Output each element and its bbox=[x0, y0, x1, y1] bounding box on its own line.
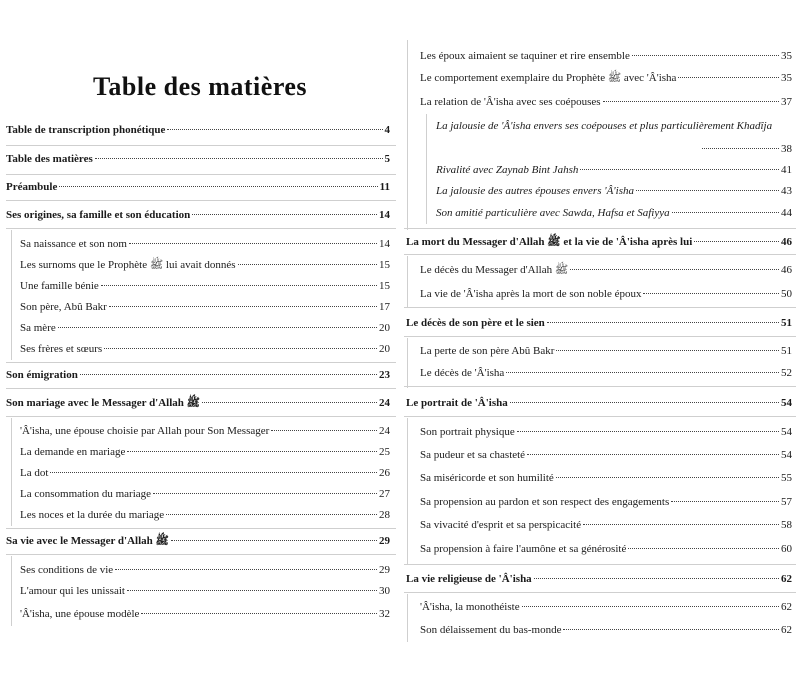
divider bbox=[404, 386, 796, 387]
entry-page: 24 bbox=[379, 425, 390, 437]
page-title: Table des matières bbox=[92, 72, 308, 101]
section-bracket bbox=[407, 338, 408, 388]
dot-leader bbox=[556, 350, 779, 351]
dot-leader bbox=[534, 578, 779, 579]
entry-page: 28 bbox=[379, 509, 390, 521]
toc-entry-naissance[interactable] bbox=[20, 238, 390, 251]
dot-leader bbox=[672, 212, 779, 213]
dot-leader bbox=[570, 269, 779, 270]
entry-title: Son amitié particulière avec Sawda, Hafsa et Safiyya bbox=[436, 207, 670, 219]
dot-leader bbox=[632, 55, 779, 56]
toc-entry-mort-messager[interactable] bbox=[406, 236, 792, 249]
divider bbox=[404, 228, 796, 229]
section-bracket bbox=[407, 418, 408, 564]
dot-leader bbox=[141, 613, 377, 614]
dot-leader bbox=[522, 606, 779, 607]
divider bbox=[6, 174, 396, 175]
entry-page: 60 bbox=[781, 543, 792, 555]
entry-page: 41 bbox=[781, 164, 792, 176]
toc-entry-vie-apres[interactable] bbox=[420, 288, 792, 301]
entry-title: Les surnoms que le Prophète ﷺ lui avait donnés bbox=[20, 259, 236, 271]
divider bbox=[404, 592, 796, 593]
entry-page: 62 bbox=[781, 624, 792, 636]
dot-leader bbox=[271, 430, 377, 431]
entry-title: Sa naissance et son nom bbox=[20, 238, 127, 250]
entry-page: 54 bbox=[781, 449, 792, 461]
dot-leader bbox=[115, 569, 377, 570]
divider bbox=[404, 336, 796, 337]
toc-entry-perte-pere[interactable] bbox=[420, 345, 792, 358]
dot-leader bbox=[563, 629, 779, 630]
divider bbox=[404, 416, 796, 417]
toc-entry-pere[interactable] bbox=[20, 301, 390, 314]
dot-leader bbox=[166, 514, 377, 515]
toc-entry-portrait[interactable] bbox=[406, 397, 792, 410]
toc-entry-deces-messager[interactable] bbox=[420, 264, 792, 277]
entry-page: 14 bbox=[379, 238, 390, 250]
entry-title: Le décès de son père et le sien bbox=[406, 317, 545, 329]
toc-entry-pudeur[interactable] bbox=[420, 449, 792, 462]
toc-entry-emigration[interactable] bbox=[6, 369, 390, 382]
entry-title: Le décès de 'Â'isha bbox=[420, 367, 505, 379]
entry-page: 5 bbox=[384, 153, 390, 165]
entry-page: 26 bbox=[379, 467, 390, 479]
dot-leader bbox=[153, 493, 377, 494]
dot-leader bbox=[127, 451, 377, 452]
entry-page: 24 bbox=[379, 397, 390, 409]
entry-title: La vie de 'Â'isha après la mort de son noble époux bbox=[420, 288, 642, 300]
dot-leader bbox=[129, 243, 377, 244]
toc-entry-origines[interactable] bbox=[6, 209, 390, 222]
entry-page: 20 bbox=[379, 322, 390, 334]
entry-title: Table de transcription phonétique bbox=[6, 124, 166, 136]
entry-page: 57 bbox=[781, 496, 792, 508]
divider bbox=[6, 528, 396, 529]
entry-page: 30 bbox=[379, 585, 390, 597]
entry-title: Ses origines, sa famille et son éducation bbox=[6, 209, 191, 221]
entry-title: 'Â'isha, une épouse modèle bbox=[20, 608, 140, 620]
entry-title: La perte de son père Abû Bakr bbox=[420, 345, 555, 357]
toc-entry-misericorde[interactable] bbox=[420, 472, 792, 485]
dot-leader bbox=[547, 322, 779, 323]
entry-page: 37 bbox=[781, 96, 792, 108]
toc-entry-table-des-matieres[interactable] bbox=[6, 153, 390, 166]
dot-leader bbox=[202, 402, 377, 403]
dot-leader bbox=[702, 148, 779, 149]
dot-leader bbox=[104, 348, 377, 349]
dot-leader bbox=[109, 306, 377, 307]
entry-page: 51 bbox=[781, 317, 792, 329]
toc-entry-preambule[interactable] bbox=[6, 181, 390, 194]
entry-page: 15 bbox=[379, 259, 390, 271]
entry-page: 46 bbox=[781, 264, 792, 276]
entry-page: 62 bbox=[781, 601, 792, 613]
entry-title: Sa propension au pardon et son respect des engagements bbox=[420, 496, 670, 508]
dot-leader bbox=[167, 129, 382, 130]
dot-leader bbox=[58, 327, 377, 328]
dot-leader bbox=[95, 158, 383, 159]
entry-page: 35 bbox=[781, 50, 792, 62]
toc-entry-epouse-modele[interactable] bbox=[20, 608, 390, 621]
subsection-bracket bbox=[426, 114, 427, 224]
entry-page: 52 bbox=[781, 367, 792, 379]
entry-title: La demande en mariage bbox=[20, 446, 126, 458]
entry-title: Ses conditions de vie bbox=[20, 564, 114, 576]
toc-entry-epouse-choisie[interactable] bbox=[20, 425, 390, 438]
entry-title: Sa mère bbox=[20, 322, 56, 334]
dot-leader bbox=[192, 214, 377, 215]
dot-leader bbox=[603, 101, 779, 102]
dot-leader bbox=[127, 590, 377, 591]
entry-title: Table des matières bbox=[6, 153, 93, 165]
toc-entry-dot[interactable] bbox=[20, 467, 390, 480]
toc-entry-conditions[interactable] bbox=[20, 564, 390, 577]
entry-title: Les époux aimaient se taquiner et rire ensemble bbox=[420, 50, 630, 62]
entry-page: 54 bbox=[781, 397, 792, 409]
dot-leader bbox=[527, 454, 779, 455]
entry-page: 44 bbox=[781, 207, 792, 219]
toc-entry-amour[interactable] bbox=[20, 585, 390, 598]
divider bbox=[404, 254, 796, 255]
toc-entry-rivalite-zaynab[interactable] bbox=[436, 164, 792, 177]
toc-entry-jalousie-khadija[interactable] bbox=[436, 120, 792, 133]
toc-entry-noces[interactable] bbox=[20, 509, 390, 522]
toc-entry-vie-avec[interactable] bbox=[6, 535, 390, 548]
toc-entry-jalousie-autres[interactable] bbox=[436, 185, 792, 198]
dot-leader bbox=[238, 264, 377, 265]
divider bbox=[6, 362, 396, 363]
section-bracket bbox=[407, 594, 408, 642]
entry-title: La mort du Messager d'Allah ﷺ et la vie de 'Â'isha après lui bbox=[406, 236, 693, 248]
dot-leader bbox=[101, 285, 377, 286]
entry-page: 62 bbox=[781, 573, 792, 585]
dot-leader bbox=[643, 293, 779, 294]
toc-entry-relation-coepouses[interactable] bbox=[420, 96, 792, 109]
entry-title: Son mariage avec le Messager d'Allah ﷺ bbox=[6, 397, 200, 409]
entry-title: Préambule bbox=[6, 181, 58, 193]
toc-entry-consommation[interactable] bbox=[20, 488, 390, 501]
entry-page: 27 bbox=[379, 488, 390, 500]
entry-title: Le décès du Messager d'Allah ﷺ bbox=[420, 264, 569, 276]
dot-leader bbox=[510, 402, 779, 403]
entry-title: La dot bbox=[20, 467, 49, 479]
divider bbox=[6, 388, 396, 389]
entry-title: La relation de 'Â'isha avec ses coépouses bbox=[420, 96, 601, 108]
dot-leader bbox=[583, 524, 779, 525]
toc-entry-bas-monde[interactable] bbox=[420, 624, 792, 637]
toc-entry-aumone[interactable] bbox=[420, 543, 792, 556]
toc-entry-amitie[interactable] bbox=[436, 207, 792, 220]
dot-leader bbox=[628, 548, 779, 549]
dot-leader bbox=[59, 186, 377, 187]
toc-entry-freres-soeurs[interactable] bbox=[20, 343, 390, 356]
divider bbox=[6, 416, 396, 417]
entry-title: Son délaissement du bas-monde bbox=[420, 624, 562, 636]
entry-page: 29 bbox=[379, 564, 390, 576]
entry-page: 46 bbox=[781, 236, 792, 248]
entry-title: Le comportement exemplaire du Prophète ﷺ avec 'Â'isha bbox=[420, 72, 677, 84]
entry-page: 32 bbox=[379, 608, 390, 620]
dot-leader bbox=[556, 477, 779, 478]
entry-title: Son émigration bbox=[6, 369, 78, 381]
entry-title: Son portrait physique bbox=[420, 426, 515, 438]
toc-entry-deces-pere[interactable] bbox=[406, 317, 792, 330]
toc-entry-famille-benie[interactable] bbox=[20, 280, 390, 293]
toc-entry-mere[interactable] bbox=[20, 322, 390, 335]
entry-title: L'amour qui les unissait bbox=[20, 585, 125, 597]
entry-page: 17 bbox=[379, 301, 390, 313]
entry-title: Ses frères et sœurs bbox=[20, 343, 103, 355]
entry-title: La consommation du mariage bbox=[20, 488, 152, 500]
dot-leader bbox=[517, 431, 779, 432]
toc-entry-demande[interactable] bbox=[20, 446, 390, 459]
toc-entry-portrait-physique[interactable] bbox=[420, 426, 792, 439]
toc-entry-taquiner[interactable] bbox=[420, 50, 792, 63]
dot-leader bbox=[580, 169, 779, 170]
toc-entry-monotheiste[interactable] bbox=[420, 601, 792, 614]
entry-page: 51 bbox=[781, 345, 792, 357]
entry-page: 43 bbox=[781, 185, 792, 197]
entry-page: 11 bbox=[379, 181, 390, 193]
section-bracket bbox=[11, 418, 12, 526]
entry-page: 14 bbox=[379, 209, 390, 221]
entry-title: Sa pudeur et sa chasteté bbox=[420, 449, 526, 461]
divider bbox=[404, 307, 796, 308]
toc-entry-jalousie-khadija-page bbox=[700, 143, 792, 156]
entry-title: Sa propension à faire l'aumône et sa générosité bbox=[420, 543, 627, 555]
entry-title: Les noces et la durée du mariage bbox=[20, 509, 165, 521]
divider bbox=[6, 145, 396, 146]
dot-leader bbox=[636, 190, 779, 191]
toc-entry-deces-aisha[interactable] bbox=[420, 367, 792, 380]
entry-title: Sa vie avec le Messager d'Allah ﷺ bbox=[6, 535, 169, 547]
entry-page: 38 bbox=[781, 143, 792, 155]
entry-page: 54 bbox=[781, 426, 792, 438]
entry-title: Sa vivacité d'esprit et sa perspicacité bbox=[420, 519, 582, 531]
dot-leader bbox=[694, 241, 779, 242]
section-bracket bbox=[407, 256, 408, 308]
dot-leader bbox=[678, 77, 779, 78]
toc-entry-mariage[interactable] bbox=[6, 397, 390, 410]
entry-title: Sa miséricorde et son humilité bbox=[420, 472, 554, 484]
entry-page: 35 bbox=[781, 72, 792, 84]
entry-title: Son père, Abû Bakr bbox=[20, 301, 107, 313]
entry-title: Le portrait de 'Â'isha bbox=[406, 397, 508, 409]
divider bbox=[6, 554, 396, 555]
toc-entry-transcription[interactable] bbox=[6, 124, 390, 137]
entry-page: 50 bbox=[781, 288, 792, 300]
dot-leader bbox=[50, 472, 377, 473]
toc-entry-comportement[interactable] bbox=[420, 72, 792, 85]
entry-page: 4 bbox=[384, 124, 390, 136]
toc-entry-surnoms[interactable] bbox=[20, 259, 390, 272]
dot-leader bbox=[80, 374, 377, 375]
entry-page: 29 bbox=[379, 535, 390, 547]
entry-page: 23 bbox=[379, 369, 390, 381]
entry-title: Une famille bénie bbox=[20, 280, 99, 292]
toc-entry-vie-religieuse[interactable] bbox=[406, 573, 792, 586]
toc-entry-vivacite[interactable] bbox=[420, 519, 792, 532]
section-bracket bbox=[407, 40, 408, 230]
entry-title: 'Â'isha, une épouse choisie par Allah pour Son Messager bbox=[20, 425, 270, 437]
entry-title: 'Â'isha, la monothéiste bbox=[420, 601, 520, 613]
dot-leader bbox=[671, 501, 779, 502]
entry-page: 25 bbox=[379, 446, 390, 458]
divider bbox=[6, 200, 396, 201]
entry-title: La jalousie des autres épouses envers 'Â'isha bbox=[436, 185, 634, 197]
divider bbox=[6, 228, 396, 229]
dot-leader bbox=[506, 372, 779, 373]
section-bracket bbox=[11, 556, 12, 626]
right-page bbox=[400, 0, 800, 683]
entry-title: La vie religieuse de 'Â'isha bbox=[406, 573, 532, 585]
divider bbox=[404, 564, 796, 565]
entry-title: Rivalité avec Zaynab Bint Jahsh bbox=[436, 164, 579, 176]
section-bracket bbox=[11, 230, 12, 360]
entry-title: La jalousie de 'Â'isha envers ses coépouses et plus particulièrement Khadîja bbox=[436, 120, 773, 132]
entry-page: 20 bbox=[379, 343, 390, 355]
entry-page: 15 bbox=[379, 280, 390, 292]
entry-page: 55 bbox=[781, 472, 792, 484]
dot-leader bbox=[171, 540, 377, 541]
toc-entry-pardon[interactable] bbox=[420, 496, 792, 509]
entry-page: 58 bbox=[781, 519, 792, 531]
